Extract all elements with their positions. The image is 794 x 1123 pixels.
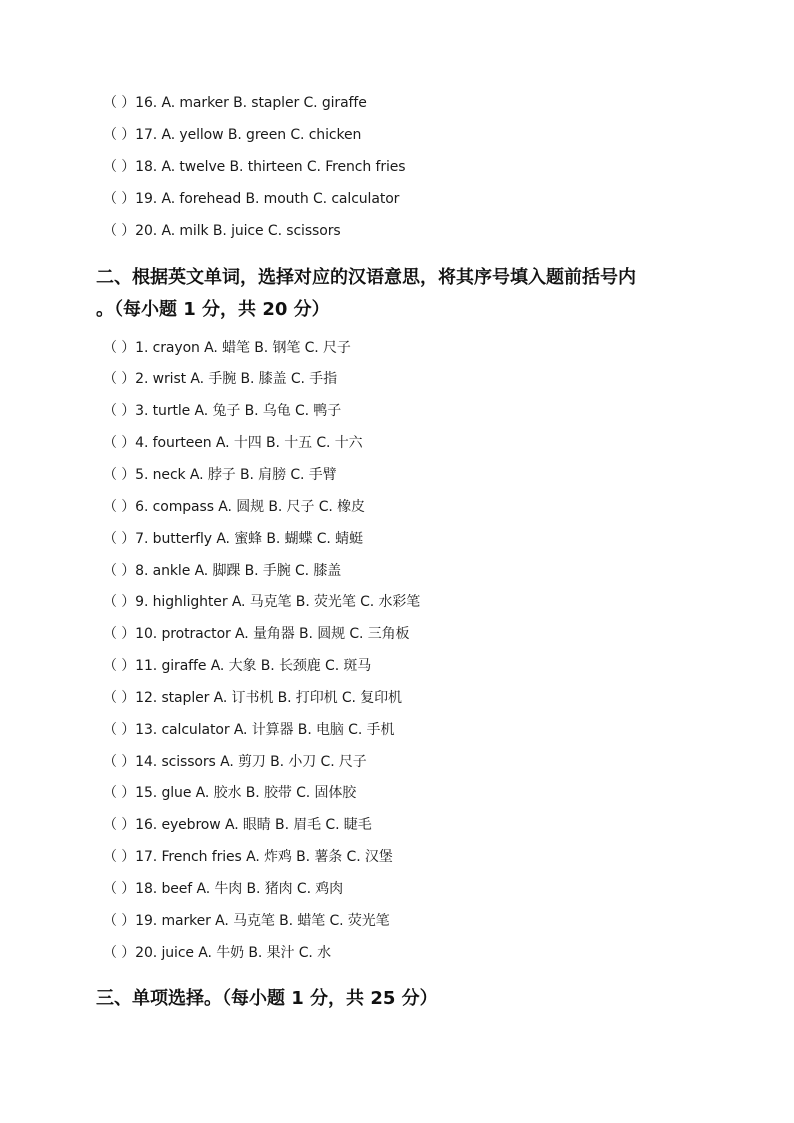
section2-heading-line2: 。（每小题 1 分，共 20 分） (96, 299, 330, 320)
section2-heading-line1: 二、根据英文单词，选择对应的汉语意思，将其序号填入题前括号内 (96, 267, 636, 288)
question-item-part2-10: （ ）10. protractor A. 量角器 B. 圆规 C. 三角板 (103, 626, 410, 642)
question-item-part1-18: （ ）18. A. twelve B. thirteen C. French fries (103, 159, 406, 175)
question-item-part2-2: （ ）2. wrist A. 手腕 B. 膝盖 C. 手指 (103, 371, 337, 387)
question-item-part2-11: （ ）11. giraffe A. 大象 B. 长颈鹿 C. 斑马 (103, 658, 372, 674)
question-item-part2-1: （ ）1. crayon A. 蜡笔 B. 钢笔 C. 尺子 (103, 340, 351, 356)
question-item-part1-17: （ ）17. A. yellow B. green C. chicken (103, 127, 362, 143)
question-item-part1-20: （ ）20. A. milk B. juice C. scissors (103, 223, 341, 239)
question-item-part2-12: （ ）12. stapler A. 订书机 B. 打印机 C. 复印机 (103, 690, 402, 706)
question-item-part2-9: （ ）9. highlighter A. 马克笔 B. 荧光笔 C. 水彩笔 (103, 594, 421, 610)
question-item-part1-19: （ ）19. A. forehead B. mouth C. calculator (103, 191, 400, 207)
question-item-part2-16: （ ）16. eyebrow A. 眼睛 B. 眉毛 C. 睫毛 (103, 817, 372, 833)
question-item-part2-14: （ ）14. scissors A. 剪刀 B. 小刀 C. 尺子 (103, 754, 367, 770)
question-item-part2-18: （ ）18. beef A. 牛肉 B. 猪肉 C. 鸡肉 (103, 881, 344, 897)
question-item-part2-15: （ ）15. glue A. 胶水 B. 胶带 C. 固体胶 (103, 785, 357, 801)
section3-heading: 三、单项选择。（每小题 1 分，共 25 分） (96, 988, 438, 1009)
question-item-part2-3: （ ）3. turtle A. 兔子 B. 乌龟 C. 鸭子 (103, 403, 342, 419)
question-item-part2-8: （ ）8. ankle A. 脚踝 B. 手腕 C. 膝盖 (103, 563, 342, 579)
question-item-part2-13: （ ）13. calculator A. 计算器 B. 电脑 C. 手机 (103, 722, 395, 738)
question-item-part2-17: （ ）17. French fries A. 炸鸡 B. 薯条 C. 汉堡 (103, 849, 393, 865)
question-item-part2-20: （ ）20. juice A. 牛奶 B. 果汁 C. 水 (103, 945, 331, 961)
question-item-part2-6: （ ）6. compass A. 圆规 B. 尺子 C. 橡皮 (103, 499, 365, 515)
question-item-part2-7: （ ）7. butterfly A. 蜜蜂 B. 蝴蝶 C. 蜻蜓 (103, 531, 363, 547)
question-item-part2-5: （ ）5. neck A. 脖子 B. 肩膀 C. 手臂 (103, 467, 337, 483)
question-item-part2-19: （ ）19. marker A. 马克笔 B. 蜡笔 C. 荧光笔 (103, 913, 390, 929)
question-item-part1-16: （ ）16. A. marker B. stapler C. giraffe (103, 95, 367, 111)
question-item-part2-4: （ ）4. fourteen A. 十四 B. 十五 C. 十六 (103, 435, 363, 451)
